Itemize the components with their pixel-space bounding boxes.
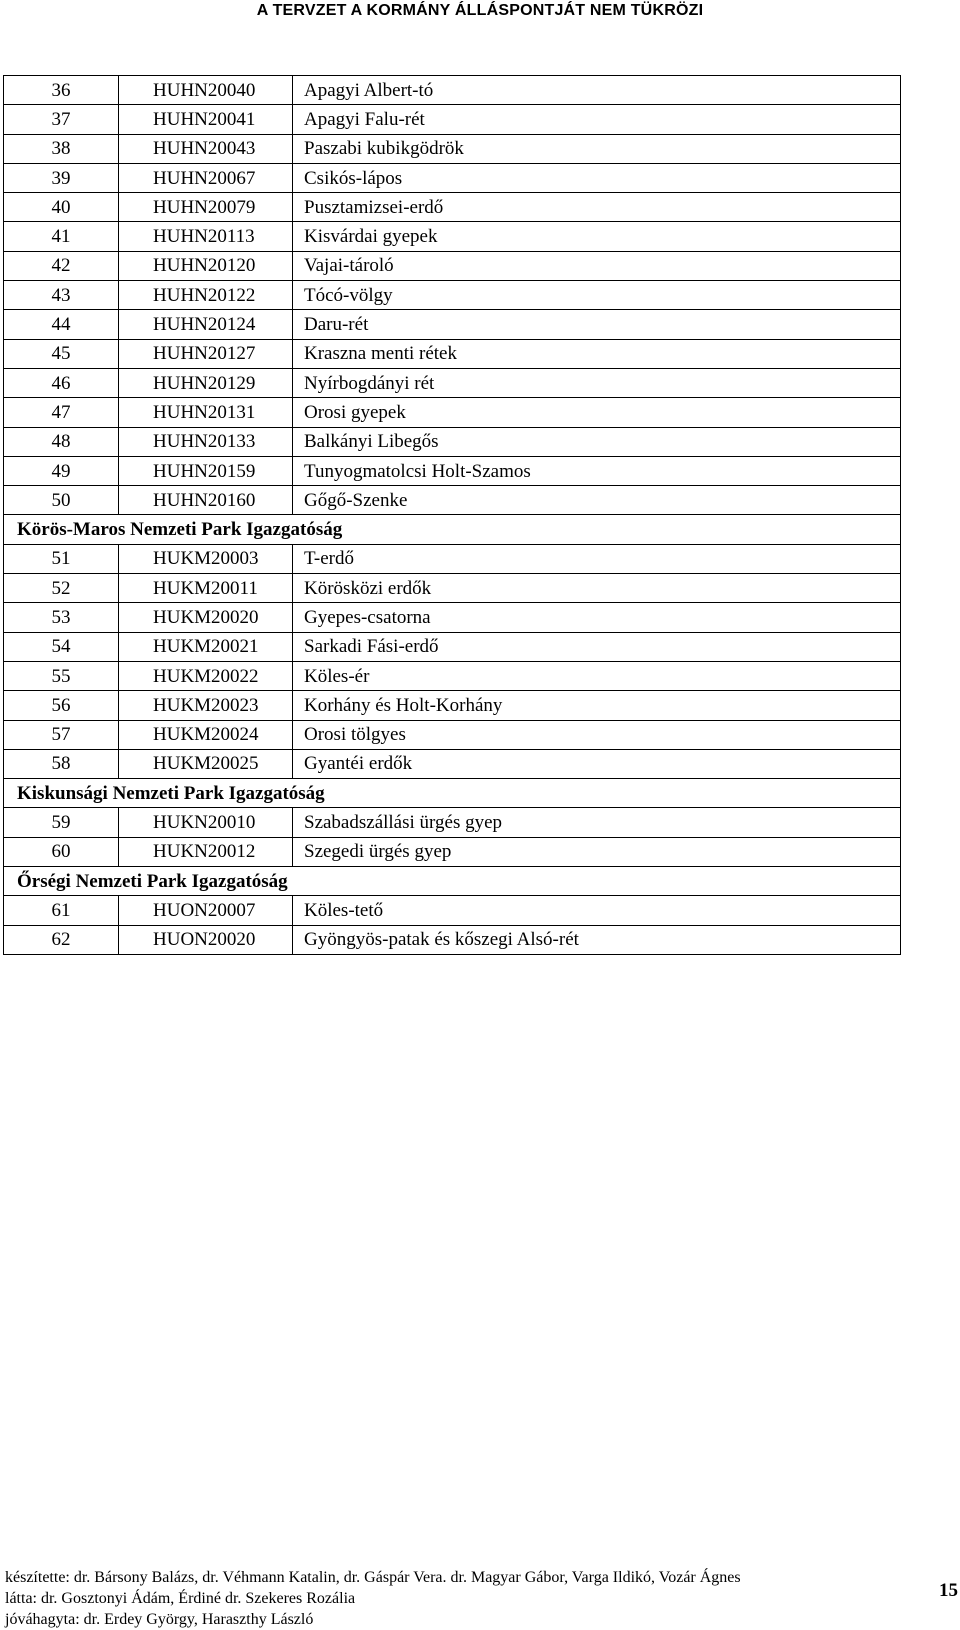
table-row	[4, 163, 901, 192]
table-row	[4, 193, 901, 222]
site-name-cell: Körösközi erdők	[293, 574, 901, 603]
site-number-cell: 51	[4, 544, 119, 573]
site-number-cell: 54	[4, 632, 119, 661]
site-name-cell: Gyöngyös-patak és kőszegi Alsó-rét	[293, 925, 901, 954]
table-row	[4, 76, 901, 105]
site-name-cell: Kraszna menti rétek	[293, 339, 901, 368]
table-row	[4, 574, 901, 603]
site-code-cell: HUHN20129	[119, 368, 293, 397]
site-code-cell: HUHN20159	[119, 456, 293, 485]
group-header-row	[4, 779, 901, 808]
site-number-cell: 45	[4, 339, 119, 368]
site-number-cell: 57	[4, 720, 119, 749]
table-row	[4, 222, 901, 251]
site-number-cell: 60	[4, 837, 119, 866]
site-code-cell: HUKM20024	[119, 720, 293, 749]
site-code-cell: HUKM20020	[119, 603, 293, 632]
site-number-cell: 47	[4, 398, 119, 427]
site-number-cell: 52	[4, 574, 119, 603]
site-number-cell: 39	[4, 163, 119, 192]
site-code-cell: HUHN20113	[119, 222, 293, 251]
site-code-cell: HUHN20127	[119, 339, 293, 368]
site-number-cell: 44	[4, 310, 119, 339]
site-name-cell: Paszabi kubikgödrök	[293, 134, 901, 163]
site-code-cell: HUHN20120	[119, 251, 293, 280]
site-code-cell: HUHN20043	[119, 134, 293, 163]
site-code-cell: HUKM20021	[119, 632, 293, 661]
table-row	[4, 925, 901, 954]
site-number-cell: 58	[4, 749, 119, 778]
group-header-label: Kiskunsági Nemzeti Park Igazgatóság	[4, 779, 901, 808]
site-number-cell: 56	[4, 691, 119, 720]
table-row	[4, 837, 901, 866]
table-row	[4, 456, 901, 485]
site-number-cell: 37	[4, 105, 119, 134]
site-code-cell: HUKM20011	[119, 574, 293, 603]
table-row	[4, 339, 901, 368]
site-code-cell: HUHN20041	[119, 105, 293, 134]
site-name-cell: Szabadszállási ürgés gyep	[293, 808, 901, 837]
site-name-cell: Nyírbogdányi rét	[293, 368, 901, 397]
site-number-cell: 40	[4, 193, 119, 222]
site-number-cell: 59	[4, 808, 119, 837]
table-row	[4, 661, 901, 690]
site-name-cell: Vajai-tároló	[293, 251, 901, 280]
site-name-cell: Tócó-völgy	[293, 281, 901, 310]
site-number-cell: 41	[4, 222, 119, 251]
table-row	[4, 281, 901, 310]
site-name-cell: Pusztamizsei-erdő	[293, 193, 901, 222]
site-name-cell: Orosi tölgyes	[293, 720, 901, 749]
site-name-cell: Apagyi Albert-tó	[293, 76, 901, 105]
site-name-cell: Korhány és Holt-Korhány	[293, 691, 901, 720]
site-code-cell: HUKN20012	[119, 837, 293, 866]
table-row	[4, 603, 901, 632]
site-number-cell: 38	[4, 134, 119, 163]
document-header: A TERVZET A KORMÁNY ÁLLÁSPONTJÁT NEM TÜKRÖZI	[256, 2, 704, 19]
table-row	[4, 632, 901, 661]
table-row	[4, 749, 901, 778]
table-row	[4, 486, 901, 515]
site-name-cell: Köles-tető	[293, 896, 901, 925]
page-number: 15	[939, 1580, 958, 1601]
site-code-cell: HUHN20067	[119, 163, 293, 192]
site-code-cell: HUKM20003	[119, 544, 293, 573]
sites-table-body	[4, 76, 901, 955]
site-code-cell: HUHN20040	[119, 76, 293, 105]
site-number-cell: 42	[4, 251, 119, 280]
site-name-cell: Gőgő-Szenke	[293, 486, 901, 515]
site-code-cell: HUHN20122	[119, 281, 293, 310]
site-code-cell: HUON20007	[119, 896, 293, 925]
site-number-cell: 61	[4, 896, 119, 925]
site-name-cell: Apagyi Falu-rét	[293, 105, 901, 134]
site-name-cell: T-erdő	[293, 544, 901, 573]
site-name-cell: Szegedi ürgés gyep	[293, 837, 901, 866]
site-number-cell: 36	[4, 76, 119, 105]
site-name-cell: Csikós-lápos	[293, 163, 901, 192]
site-name-cell: Tunyogmatolcsi Holt-Szamos	[293, 456, 901, 485]
table-row	[4, 427, 901, 456]
document-footer	[5, 1567, 885, 1630]
site-number-cell: 48	[4, 427, 119, 456]
site-name-cell: Gyantéi erdők	[293, 749, 901, 778]
table-row	[4, 368, 901, 397]
sites-table	[3, 75, 901, 955]
site-code-cell: HUKN20010	[119, 808, 293, 837]
footer-prepared-by: készítette: dr. Bársony Balázs, dr. Véhmann Katalin, dr. Gáspár Vera. dr. Magyar Gábor, Varga Ildikó, Vozár Ágnes	[5, 1569, 741, 1586]
table-row	[4, 134, 901, 163]
site-name-cell: Kisvárdai gyepek	[293, 222, 901, 251]
table-row	[4, 808, 901, 837]
site-number-cell: 49	[4, 456, 119, 485]
site-code-cell: HUHN20160	[119, 486, 293, 515]
site-code-cell: HUHN20131	[119, 398, 293, 427]
site-code-cell: HUHN20079	[119, 193, 293, 222]
group-header-row	[4, 515, 901, 544]
table-row	[4, 691, 901, 720]
table-row	[4, 310, 901, 339]
site-name-cell: Daru-rét	[293, 310, 901, 339]
site-number-cell: 43	[4, 281, 119, 310]
table-row	[4, 896, 901, 925]
site-name-cell: Köles-ér	[293, 661, 901, 690]
site-code-cell: HUKM20022	[119, 661, 293, 690]
site-code-cell: HUON20020	[119, 925, 293, 954]
group-header-label: Őrségi Nemzeti Park Igazgatóság	[4, 867, 901, 896]
site-number-cell: 50	[4, 486, 119, 515]
table-row	[4, 544, 901, 573]
site-name-cell: Balkányi Libegős	[293, 427, 901, 456]
footer-approved-by: jóváhagyta: dr. Erdey György, Haraszthy László	[5, 1611, 314, 1628]
site-code-cell: HUKM20025	[119, 749, 293, 778]
table-row	[4, 720, 901, 749]
site-code-cell: HUHN20124	[119, 310, 293, 339]
footer-reviewed-by: látta: dr. Gosztonyi Ádám, Érdiné dr. Szekeres Rozália	[5, 1590, 356, 1607]
site-name-cell: Orosi gyepek	[293, 398, 901, 427]
table-row	[4, 251, 901, 280]
table-row	[4, 398, 901, 427]
site-number-cell: 62	[4, 925, 119, 954]
site-code-cell: HUHN20133	[119, 427, 293, 456]
table-row	[4, 105, 901, 134]
site-name-cell: Sarkadi Fási-erdő	[293, 632, 901, 661]
site-number-cell: 55	[4, 661, 119, 690]
site-number-cell: 53	[4, 603, 119, 632]
site-code-cell: HUKM20023	[119, 691, 293, 720]
site-name-cell: Gyepes-csatorna	[293, 603, 901, 632]
group-header-row	[4, 867, 901, 896]
group-header-label: Körös-Maros Nemzeti Park Igazgatóság	[4, 515, 901, 544]
site-number-cell: 46	[4, 368, 119, 397]
